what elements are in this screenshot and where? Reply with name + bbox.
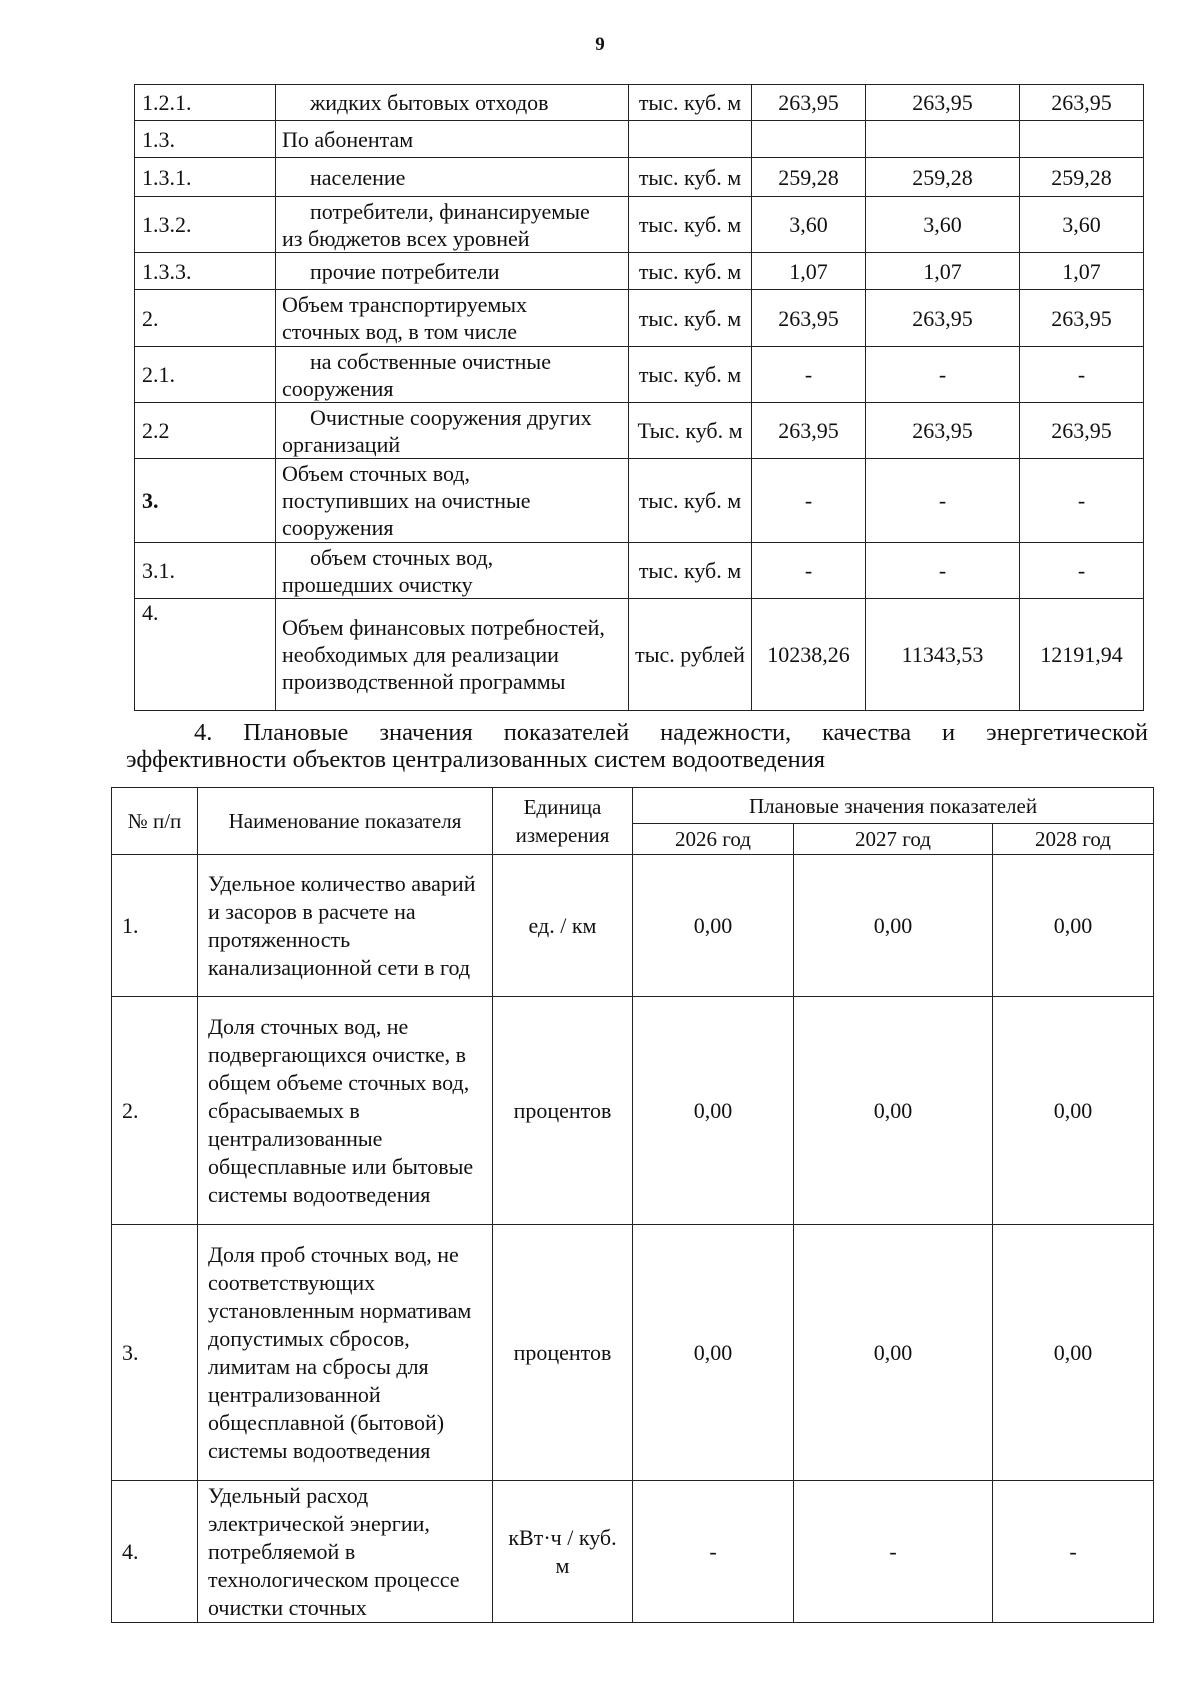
header-year-2027: 2027 год [794,824,993,855]
table-row [135,543,1144,599]
row-name: Доля проб сточных вод, не соответствующих установленным нормативам допустимых сбросов, лимитам на сбросы для централизованной общесплавной (бытовой) системы водоотведения [198,1225,493,1481]
table-row [135,347,1144,403]
row-unit: тыс. куб. м [629,158,752,197]
value-2026: - [633,1481,794,1623]
value-2027: 0,00 [794,1225,993,1481]
table-row [135,459,1144,543]
row-name: Объем сточных вод, поступивших на очистные сооружения [276,459,629,543]
value-2027: 263,95 [866,85,1020,121]
table-row [135,85,1144,121]
value-2026: 10238,26 [752,599,866,711]
row-name: потребители, финансируемые из бюджетов всех уровней [276,197,629,253]
row-unit: тыс. куб. м [629,197,752,253]
row-number: 3.1. [135,543,276,599]
row-number: 2. [112,997,198,1225]
value-2027: 0,00 [794,997,993,1225]
row-unit: Тыс. куб. м [629,403,752,459]
row-number: 1.3.1. [135,158,276,197]
row-name: прочие потребители [276,253,629,290]
row-unit: тыс. куб. м [629,459,752,543]
table-row [112,855,1154,997]
header-year-2026: 2026 год [633,824,794,855]
value-2028: 1,07 [1020,253,1144,290]
table-row [135,403,1144,459]
value-2027: - [866,459,1020,543]
section-heading-line2: эффективности объектов централизованных систем водоотведения [126,746,826,773]
value-2028: 263,95 [1020,403,1144,459]
row-unit: тыс. рублей [629,599,752,711]
value-2026: 1,07 [752,253,866,290]
value-2026: - [752,543,866,599]
header-unit: Единица измерения [493,788,633,855]
value-2027: - [866,543,1020,599]
row-name: объем сточных вод, прошедших очистку [276,543,629,599]
value-2027: 11343,53 [866,599,1020,711]
value-2028: 0,00 [993,855,1154,997]
value-2026: 0,00 [633,1225,794,1481]
row-name: По абонентам [276,121,629,158]
row-name: население [276,158,629,197]
row-unit: процентов [493,997,633,1225]
row-number: 1.3.2. [135,197,276,253]
row-unit: тыс. куб. м [629,253,752,290]
value-2028: 0,00 [993,1225,1154,1481]
header-planned-values: Плановые значения показателей [633,788,1154,824]
value-2026: 259,28 [752,158,866,197]
value-2028 [1020,121,1144,158]
value-2028: - [993,1481,1154,1623]
value-2027: 259,28 [866,158,1020,197]
value-2027: 263,95 [866,290,1020,347]
value-2027 [866,121,1020,158]
row-unit: тыс. куб. м [629,85,752,121]
row-number: 3. [135,459,276,543]
row-name: Доля сточных вод, не подвергающихся очистке, в общем объеме сточных вод, сбрасываемых в централизованные общесплавные или бытовые системы водоотведения [198,997,493,1225]
value-2028: 263,95 [1020,85,1144,121]
page-number: 9 [595,34,605,55]
table-row [135,253,1144,290]
row-unit [629,121,752,158]
row-unit: тыс. куб. м [629,543,752,599]
value-2027: 3,60 [866,197,1020,253]
value-2028: - [1020,347,1144,403]
value-2027: 1,07 [866,253,1020,290]
row-unit: кВт·ч / куб. м [493,1481,633,1623]
value-2026: 0,00 [633,855,794,997]
row-name: на собственные очистные сооружения [276,347,629,403]
value-2026: 263,95 [752,403,866,459]
section-heading [126,719,1148,773]
value-2026 [752,121,866,158]
value-2028: 12191,94 [1020,599,1144,711]
row-number: 1.2.1. [135,85,276,121]
row-name: Объем транспортируемых сточных вод, в том числе [276,290,629,347]
row-unit: тыс. куб. м [629,290,752,347]
row-number: 2.1. [135,347,276,403]
value-2026: 263,95 [752,85,866,121]
table-row [135,290,1144,347]
table-row [135,158,1144,197]
value-2027: 263,95 [866,403,1020,459]
value-2028: 259,28 [1020,158,1144,197]
row-name: жидких бытовых отходов [276,85,629,121]
row-number: 4. [135,599,276,711]
section-heading-line1: 4. Плановые значения показателей надежности, качества и энергетической [194,719,1148,746]
value-2027: - [794,1481,993,1623]
row-name: Объем финансовых потребностей, необходимых для реализации производственной программы [276,599,629,711]
row-unit: ед. / км [493,855,633,997]
value-2026: - [752,459,866,543]
table-row [135,121,1144,158]
table-row [112,997,1154,1225]
header-num: № п/п [112,788,198,855]
row-name: Удельный расход электрической энергии, потребляемой в технологическом процессе очистки сточных [198,1481,493,1623]
value-2027: 0,00 [794,855,993,997]
table-row [135,197,1144,253]
value-2028: 263,95 [1020,290,1144,347]
table-row [135,599,1144,711]
header-year-2028: 2028 год [993,824,1154,855]
value-2026: 3,60 [752,197,866,253]
row-unit: тыс. куб. м [629,347,752,403]
table-row [112,1225,1154,1481]
row-number: 1.3.3. [135,253,276,290]
value-2028: - [1020,543,1144,599]
row-unit: процентов [493,1225,633,1481]
row-name: Удельное количество аварий и засоров в расчете на протяженность канализационной сети в год [198,855,493,997]
value-2026: 263,95 [752,290,866,347]
value-2028: 3,60 [1020,197,1144,253]
row-name: Очистные сооружения других организаций [276,403,629,459]
value-2026: - [752,347,866,403]
row-number: 1.3. [135,121,276,158]
row-number: 2. [135,290,276,347]
table-row [112,1481,1154,1623]
row-number: 4. [112,1481,198,1623]
value-2028: 0,00 [993,997,1154,1225]
row-number: 3. [112,1225,198,1481]
reliability-indicators-table [111,787,1154,1623]
row-number: 1. [112,855,198,997]
header-name: Наименование показателя [198,788,493,855]
value-2027: - [866,347,1020,403]
value-2028: - [1020,459,1144,543]
production-volumes-table [134,84,1144,711]
row-number: 2.2 [135,403,276,459]
value-2026: 0,00 [633,997,794,1225]
